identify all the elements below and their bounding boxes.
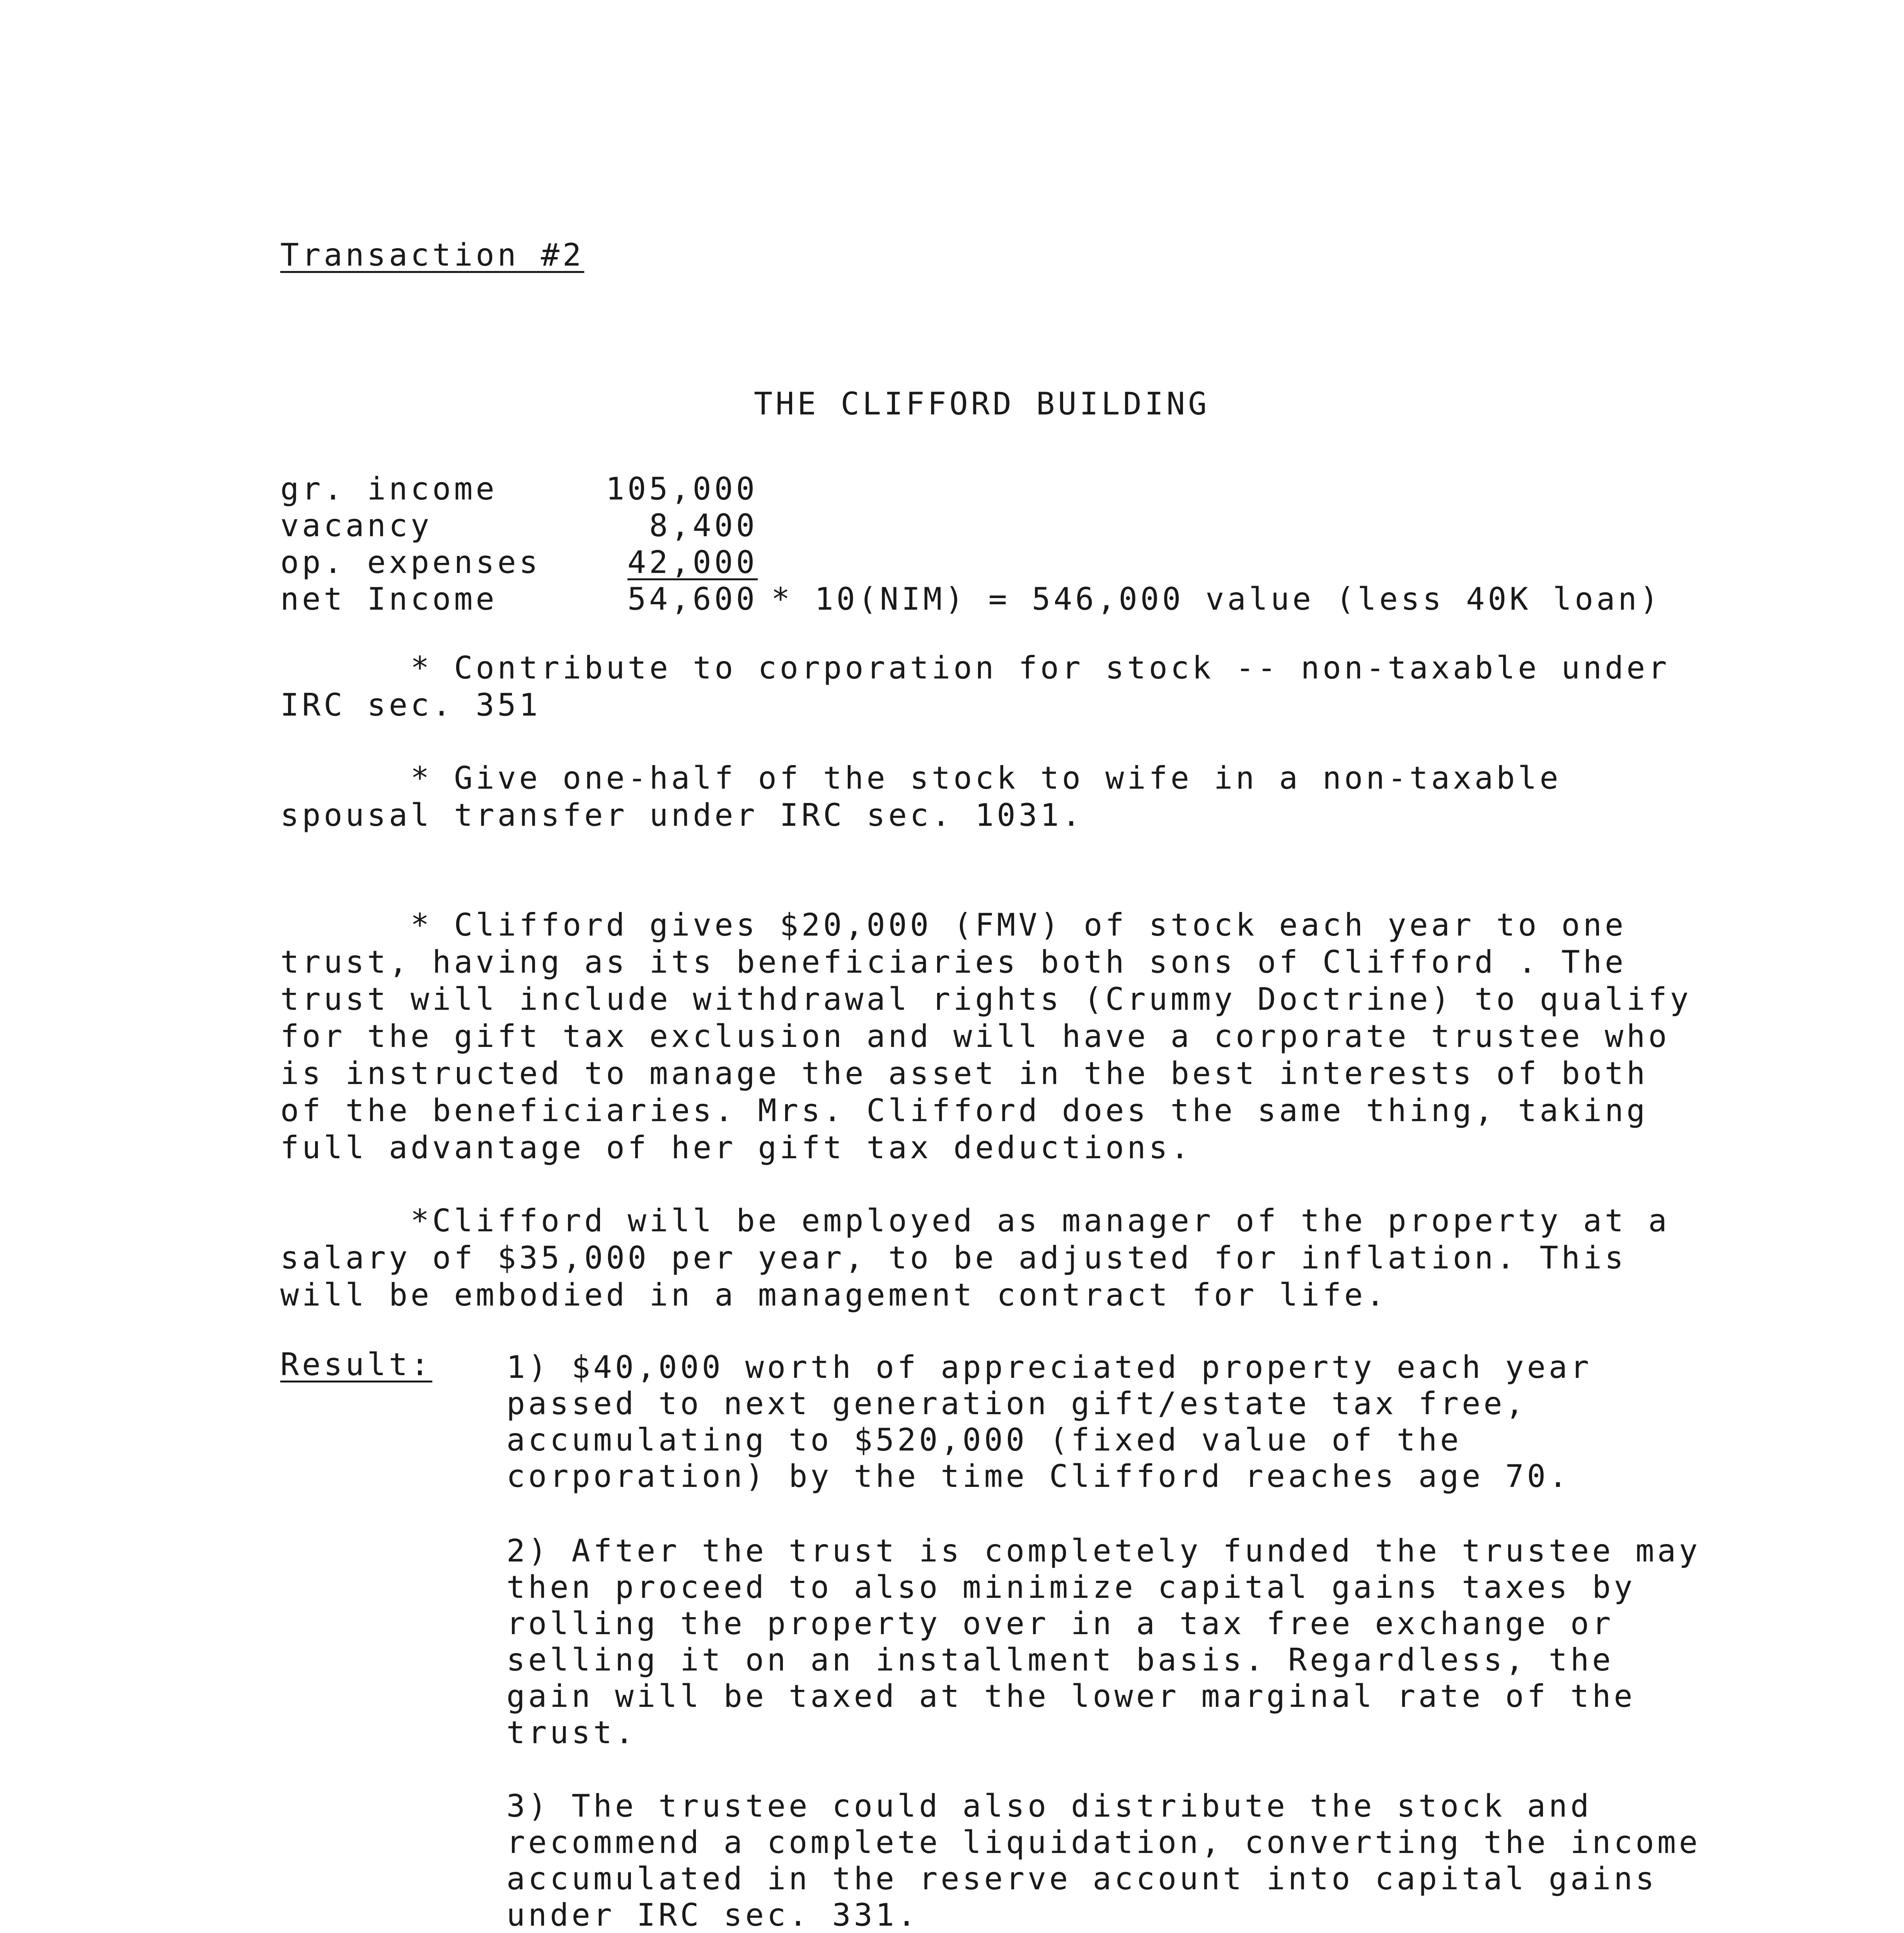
financial-label: net Income bbox=[280, 581, 498, 617]
financial-label: vacancy bbox=[280, 508, 433, 544]
financial-value: 54,600 bbox=[627, 581, 758, 617]
valuation-note: * 10(NIM) = 546,000 value (less 40K loan) bbox=[771, 581, 1662, 617]
paragraph-management-contract: *Clifford will be employed as manager of the property at a salary of $35,000 per year, to be adjusted for inflation. This will be embodied in a management contract for life. bbox=[280, 1203, 1670, 1313]
result-label: Result: bbox=[280, 1347, 433, 1382]
result-item-3: 3) The trustee could also distribute the stock and recommend a complete liquidation, converting the income accumulated in the reserve account into capital gains under IRC sec. 331. bbox=[506, 1788, 1701, 1933]
result-item-2: 2) After the trust is completely funded the trustee may then proceed to also minimize capital gains taxes by rolling the property over in a tax free exchange or selling it on an installment basis. Regardless, the gain will be taxed at the lower marginal rate of the trust. bbox=[506, 1533, 1701, 1751]
financial-value: 105,000 bbox=[605, 471, 758, 507]
document-title: THE CLIFFORD BUILDING bbox=[754, 386, 1210, 422]
financial-label: op. expenses bbox=[280, 544, 541, 580]
transaction-heading: Transaction #2 bbox=[280, 237, 585, 273]
financial-value: 8,400 bbox=[649, 508, 758, 544]
result-item-1: 1) $40,000 worth of appreciated property each year passed to next generation gift/estate tax free, accumulating to $520,000 (fixed value of the corporation) by the time Clifford reaches age 70. bbox=[506, 1349, 1592, 1494]
paragraph-spousal-transfer: * Give one-half of the stock to wife in a non-taxable spousal transfer under IRC sec. 1031. bbox=[280, 760, 1561, 833]
paragraph-gift-trust: * Clifford gives $20,000 (FMV) of stock each year to one trust, having as its beneficiaries both sons of Clifford . The trust will include withdrawal rights (Crummy Doctrine) to qualify for the gift tax exclusion and will have a corporate trustee who is instructed to manage the asset in the best interests of both of the beneficiaries. Mrs. Clifford does the same thing, taking full advantage of her gift tax deductions. bbox=[280, 907, 1692, 1166]
financial-value: 42,000 bbox=[627, 544, 758, 580]
financial-label: gr. income bbox=[280, 471, 498, 507]
paragraph-contribution: * Contribute to corporation for stock -- non-taxable under IRC sec. 351 bbox=[280, 650, 1670, 723]
